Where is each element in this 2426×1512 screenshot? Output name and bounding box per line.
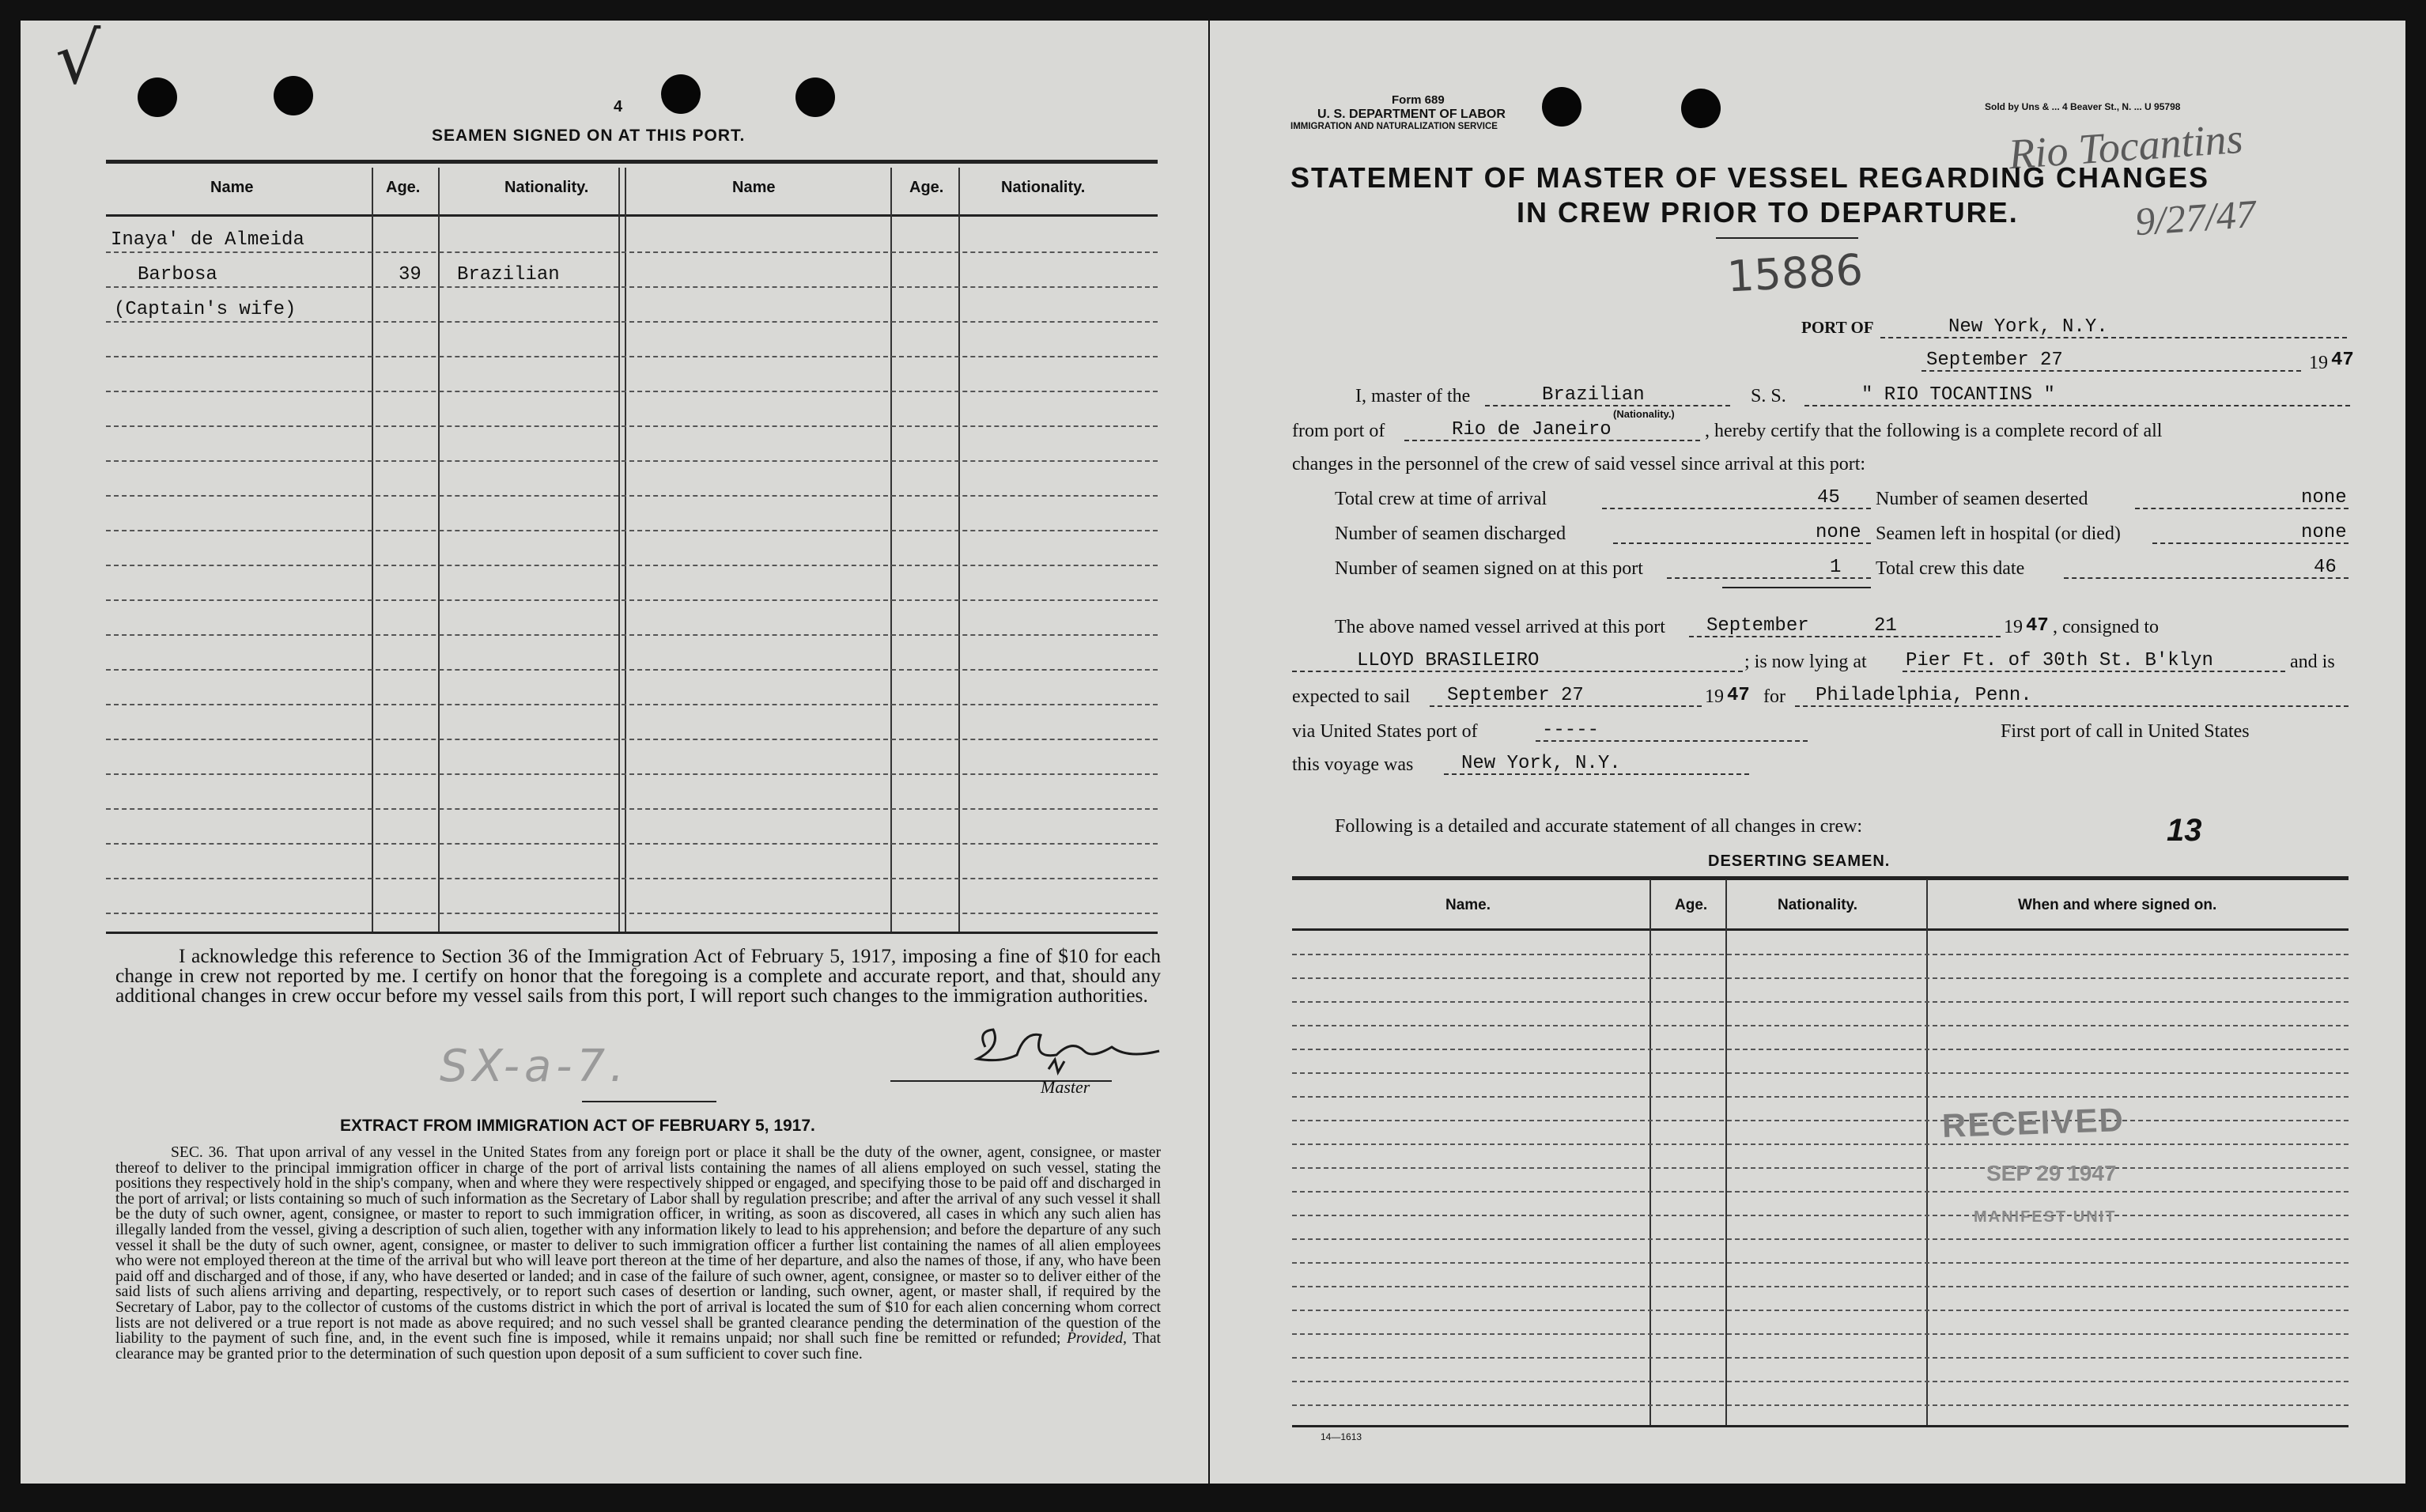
hospital-label: Seamen left in hospital (or died)	[1876, 524, 2121, 544]
following-text: Following is a detailed and accurate statement of all changes in crew:	[1335, 816, 1863, 837]
stats-rule	[1722, 587, 1871, 588]
desert-header-rule	[1292, 928, 2349, 931]
sail-year: 47	[1727, 685, 1750, 706]
nationality-caption: (Nationality.)	[1613, 408, 1675, 420]
desert-col-name: Name.	[1445, 897, 1491, 913]
desert-row-rule	[1292, 1001, 2349, 1003]
desert-row-rule	[1292, 1191, 2349, 1193]
total-arrival-label: Total crew at time of arrival	[1335, 489, 1547, 509]
ss-label: S. S.	[1751, 386, 1786, 406]
deserted-value: none	[2301, 487, 2347, 508]
total-date-label: Total crew this date	[1876, 558, 2025, 579]
certify-text: , hereby certify that the following is a complete record of all	[1705, 421, 2163, 441]
table-row-rule	[106, 356, 1158, 357]
total-arrival-value: 45	[1817, 487, 1840, 508]
column-divider	[1725, 879, 1727, 1425]
desert-row-rule	[1292, 1286, 2349, 1287]
desert-bottom-rule	[1292, 1425, 2349, 1427]
port-label: PORT OF	[1801, 318, 1874, 337]
changes-text: changes in the personnel of the crew of said vessel since arrival at this port:	[1292, 454, 1866, 474]
extract-title: EXTRACT FROM IMMIGRATION ACT OF FEBRUARY 5, 1917.	[340, 1117, 815, 1135]
table-row-rule	[106, 286, 1158, 288]
arrived-year: 47	[2026, 615, 2049, 637]
table-row-rule	[106, 739, 1158, 740]
desert-col-nationality: Nationality.	[1778, 897, 1857, 913]
table-row-rule	[106, 460, 1158, 462]
col-header-nationality-2: Nationality.	[1001, 179, 1086, 196]
column-divider	[1649, 879, 1651, 1425]
port-value: New York, N.Y.	[1948, 316, 2108, 338]
punch-hole	[661, 74, 701, 114]
page-mark: 13	[2167, 813, 2202, 848]
punch-hole	[1542, 87, 1581, 127]
desert-row-rule	[1292, 1310, 2349, 1311]
left-page	[21, 17, 1208, 1484]
table-row-rule	[106, 634, 1158, 636]
handwritten-note: SX-a-7.	[440, 1041, 629, 1092]
destination-value: Philadelphia, Penn.	[1816, 685, 2032, 706]
for-label: for	[1763, 686, 1785, 707]
punch-hole	[1681, 89, 1721, 128]
first-port-label: First port of call in United States	[2001, 721, 2250, 742]
right-page	[1210, 21, 2405, 1484]
col-header-age: Age.	[386, 179, 421, 196]
extract-lead: SEC. 36.	[171, 1144, 229, 1161]
column-divider	[372, 168, 373, 932]
total-date-value: 46	[2314, 557, 2337, 578]
expected-label: expected to sail	[1292, 686, 1411, 707]
from-port-label: from port of	[1292, 421, 1385, 441]
column-divider	[438, 168, 440, 932]
handwritten-number: 15886	[1725, 244, 1865, 302]
year-prefix: 19	[2309, 353, 2328, 373]
col-header-age-2: Age.	[909, 179, 944, 196]
desert-row-rule	[1292, 1333, 2349, 1335]
check-mark: √	[55, 17, 101, 100]
stamp-office: MANIFEST UNIT	[1974, 1208, 2117, 1226]
desert-row-rule	[1292, 1357, 2349, 1359]
left-title: SEAMEN SIGNED ON AT THIS PORT.	[432, 127, 746, 145]
column-divider	[890, 168, 892, 932]
col-header-nationality: Nationality.	[504, 179, 589, 196]
table-row-rule	[106, 425, 1158, 427]
acknowledgement-text: I acknowledge this reference to Section 36 of the Immigration Act of February 5, 1917, imposing a fine of $10 for each change in crew not reported by me. I certify on honor that the foregoing is a complete and accurate report, and that, should any additional changes in crew occur before my vessel sails from this port, I will report such changes to the immigration authorities.	[115, 944, 1161, 1007]
desert-row-rule	[1292, 1120, 2349, 1121]
lying-value: Pier Ft. of 30th St. B'klyn	[1906, 650, 2213, 671]
nationality-value: Brazilian	[1542, 384, 1645, 406]
footer-code: 14—1613	[1321, 1431, 1362, 1442]
handwritten-ship: Rio Tocantins	[2007, 114, 2245, 179]
short-rule	[582, 1101, 716, 1102]
signed-on-value: 1	[1830, 557, 1842, 578]
desert-row-rule	[1292, 1381, 2349, 1382]
title-rule	[1716, 237, 1858, 239]
extract-provided: Provided,	[1066, 1330, 1127, 1348]
from-port-value: Rio de Janeiro	[1452, 419, 1612, 440]
table-row-rule	[106, 565, 1158, 566]
title-line2: IN CREW PRIOR TO DEPARTURE.	[1517, 196, 2019, 229]
page-number: 4	[614, 98, 623, 115]
table-row-rule	[106, 599, 1158, 601]
table-row-rule	[106, 391, 1158, 392]
entry-name-line3: (Captain's wife)	[114, 299, 297, 320]
desert-col-signed: When and where signed on.	[2018, 897, 2217, 913]
sail-value: September 27	[1447, 685, 1584, 706]
table-row-rule	[106, 913, 1158, 914]
column-divider	[1926, 879, 1928, 1425]
desert-row-rule	[1292, 1404, 2349, 1406]
deserting-title: DESERTING SEAMEN.	[1708, 852, 1891, 870]
table-bottom-rule	[106, 932, 1158, 934]
master-label: I, master of the	[1355, 386, 1471, 406]
stamp-date: SEP 29 1947	[1986, 1161, 2117, 1185]
and-is-label: and is	[2290, 652, 2335, 672]
desert-col-age: Age.	[1675, 897, 1708, 913]
arrived-value: September	[1706, 615, 1809, 637]
total-date-line	[2064, 560, 2349, 579]
form-number: Form 689	[1392, 93, 1445, 107]
table-row-rule	[106, 773, 1158, 775]
col-header-name: Name	[210, 179, 254, 196]
table-row-rule	[106, 808, 1158, 810]
table-row-rule	[106, 495, 1158, 497]
service: IMMIGRATION AND NATURALIZATION SERVICE	[1290, 122, 1498, 131]
entry-age: 39	[399, 264, 421, 285]
deserted-label: Number of seamen deserted	[1876, 489, 2088, 509]
desert-row-rule	[1292, 1025, 2349, 1026]
desert-row-rule	[1292, 954, 2349, 955]
desert-row-rule	[1292, 1262, 2349, 1264]
punch-hole	[795, 77, 835, 117]
sold-by: Sold by Uns & ... 4 Beaver St., N. ... U 95798	[1985, 101, 2181, 112]
desert-row-rule	[1292, 1238, 2349, 1240]
extract-body: That upon arrival of any vessel in the United States from any foreign port or place it shall be the duty of the owner, agent, consignee, or master thereof to deliver to the principal immigration officer in charge of the port of arrival lists containing the names of all aliens employed on such vessel, stating the positions they respectively hold in the ship's company, when and where they were respectively shipped or engaged, and specifying those to be paid off and discharged in the port of arrival; or lists containing so much of such information as the Secretary of Labor shall by regulation prescribe; and after the arrival of any such vessel it shall be the duty of such owner, agent, consignee, or master to report to such immigration officer, in writing, as soon as discovered, all cases in which any such alien has illegally landed from the vessel, giving a description of such alien, together with any information likely to lead to his apprehension; and before the departure of any such vessel it shall be the duty of such owner, agent, consignee, or master to deliver to such immigration officer a further list containing the names of all alien employees who were not employed thereon at the time of the arrival but who will leave port thereon at the time of her departure, and also the names of those, if any, who have been paid off and discharged and of those, if any, who have deserted or landed; and in case of the failure of such owner, agent, consignee, or master so to deliver either of the said lists of such aliens arriving and departing, respectively, or to report such cases of desertion or landing, such owner, agent, or master shall, if required by the Secretary of Labor, pay to the collector of customs of the customs district in which the port of arrival is located the sum of $10 for each alien concerning whom correct lists are not delivered or a true report is not made as above required; and no such vessel shall be granted clearance pending the determination of the question of the liability to the payment of such fine, and, in the event such fine is imposed, while it remains unpaid; nor shall such fine be remitted or refunded;	[115, 1144, 1161, 1348]
arrived-year-prefix: 19	[2004, 617, 2023, 637]
extract-text	[115, 1145, 1161, 1362]
punch-hole	[274, 76, 313, 115]
consigned-label: , consigned to	[2053, 617, 2159, 637]
desert-row-rule	[1292, 1215, 2349, 1216]
column-divider	[625, 168, 626, 932]
consignee-value: LLOYD BRASILEIRO	[1357, 650, 1540, 671]
desert-row-rule	[1292, 1167, 2349, 1169]
via-label: via United States port of	[1292, 721, 1478, 742]
discharged-label: Number of seamen discharged	[1335, 524, 1566, 544]
table-row-rule	[106, 843, 1158, 845]
hospital-value: none	[2301, 522, 2347, 543]
arrived-label: The above named vessel arrived at this port	[1335, 617, 1665, 637]
table-row-rule	[106, 669, 1158, 671]
vessel-value: " RIO TOCANTINS "	[1861, 384, 2055, 406]
table-row-rule	[106, 704, 1158, 705]
signature-caption: Master	[1041, 1077, 1090, 1097]
column-divider	[958, 168, 960, 932]
entry-name-line1: Inaya' de Almeida	[111, 229, 304, 251]
column-divider	[618, 168, 620, 932]
punch-hole	[138, 77, 177, 117]
col-header-name-2: Name	[732, 179, 776, 196]
department: U. S. DEPARTMENT OF LABOR	[1317, 108, 1506, 121]
via-value: -----	[1542, 720, 1600, 741]
handwritten-date: 9/27/47	[2133, 191, 2258, 244]
desert-row-rule	[1292, 1096, 2349, 1098]
lying-label: ; is now lying at	[1744, 652, 1867, 672]
stamp-received: RECEIVED	[1941, 1100, 2126, 1145]
desert-row-rule	[1292, 1143, 2349, 1145]
sail-year-prefix: 19	[1705, 686, 1724, 707]
table-header-rule	[106, 214, 1158, 217]
discharged-value: none	[1816, 522, 1861, 543]
table-row-rule	[106, 530, 1158, 531]
arrived-day: 21	[1874, 615, 1897, 637]
master-signature	[954, 1015, 1191, 1087]
table-row-rule	[106, 321, 1158, 323]
year-value: 47	[2331, 350, 2354, 371]
table-row-rule	[106, 251, 1158, 253]
desert-top-rule	[1292, 876, 2349, 880]
entry-name-line2: Barbosa	[138, 264, 217, 285]
extract-tail: That clearance may be granted prior to the determination of such question upon deposit of a sum sufficient to cover such fine.	[115, 1330, 1161, 1363]
table-row-rule	[106, 878, 1158, 879]
date-value: September 27	[1926, 350, 2063, 371]
signed-on-label: Number of seamen signed on at this port	[1335, 558, 1643, 579]
voyage-label: this voyage was	[1292, 754, 1414, 775]
voyage-value: New York, N.Y.	[1461, 753, 1621, 774]
title-line1: STATEMENT OF MASTER OF VESSEL REGARDING CHANGES	[1290, 161, 2210, 194]
entry-nationality: Brazilian	[457, 264, 560, 285]
desert-row-rule	[1292, 977, 2349, 979]
table-top-rule	[106, 160, 1158, 164]
desert-row-rule	[1292, 1072, 2349, 1074]
desert-row-rule	[1292, 1049, 2349, 1050]
